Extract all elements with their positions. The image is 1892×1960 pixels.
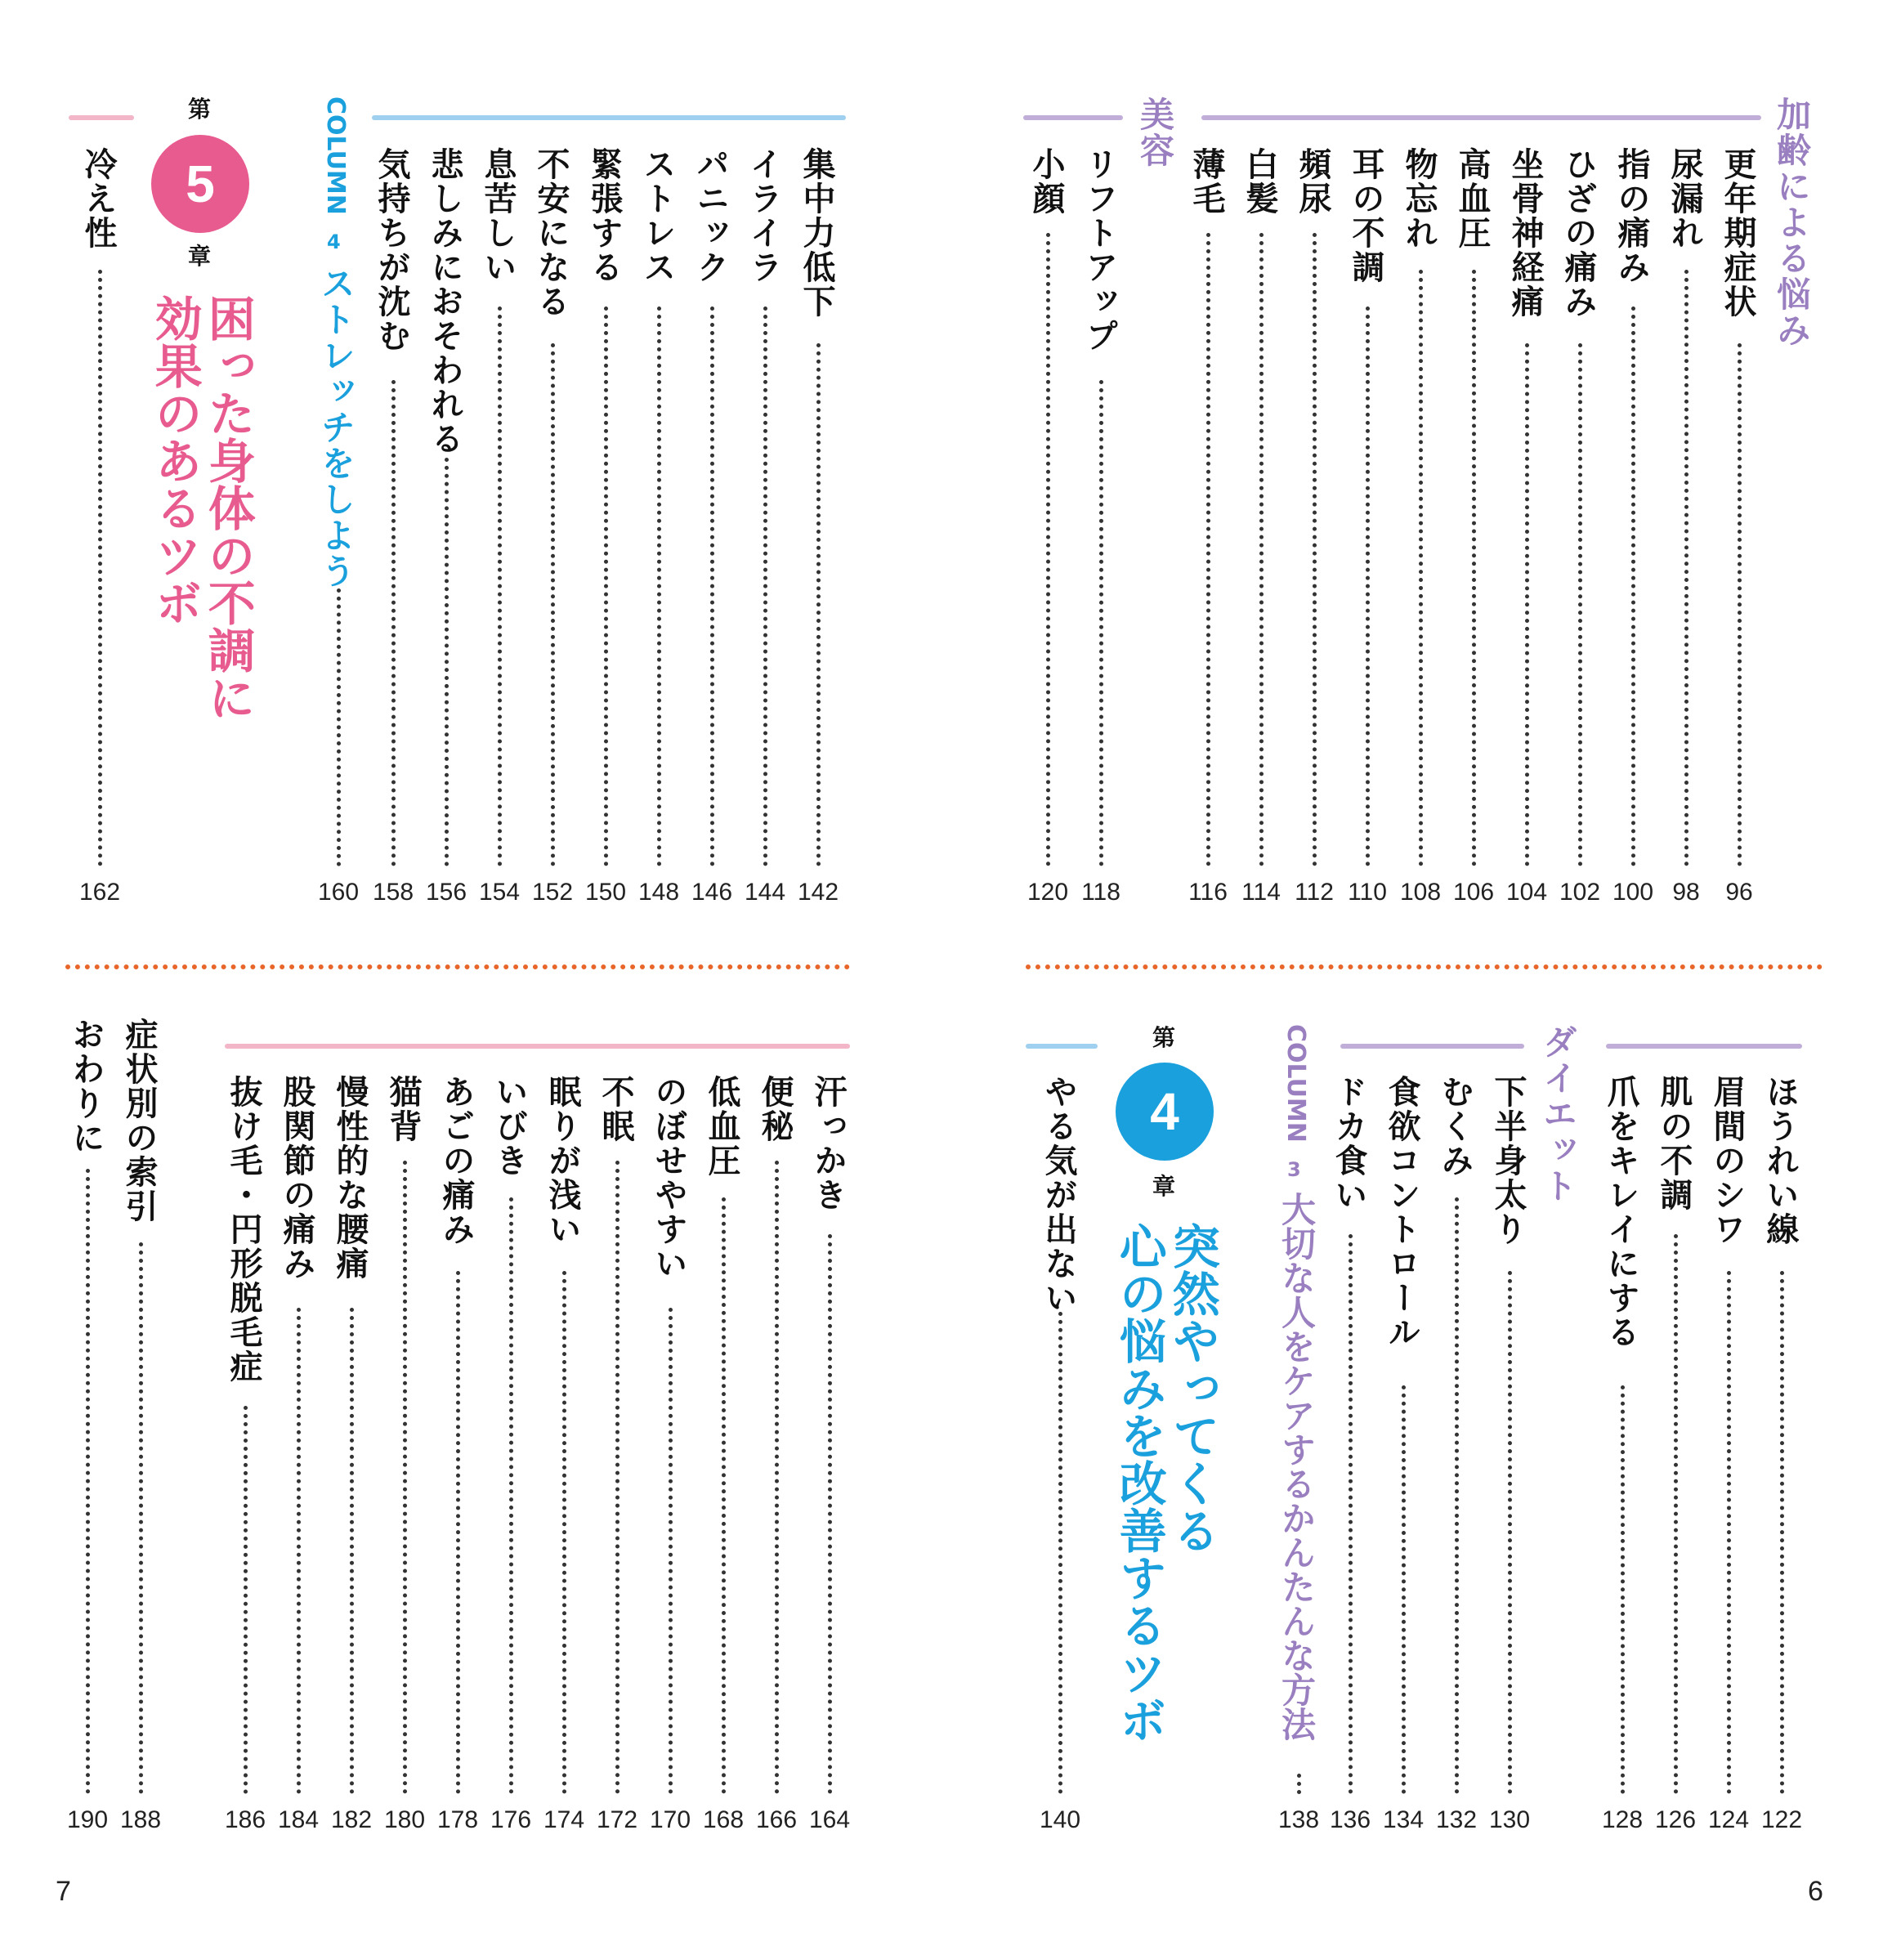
column-word: COLUMN <box>321 96 350 215</box>
toc-item[interactable]: ストレス <box>638 147 676 284</box>
page-number: 186 <box>224 1806 266 1833</box>
header-line-chapter5 <box>69 115 134 120</box>
page-number: 124 <box>1707 1806 1750 1833</box>
page-number: 104 <box>1505 879 1548 906</box>
page-number: 160 <box>317 879 360 906</box>
toc-item[interactable]: 頻尿 <box>1294 147 1331 216</box>
page-number: 140 <box>1039 1806 1081 1833</box>
column-label <box>1283 1024 1308 1143</box>
page-number: 184 <box>277 1806 320 1833</box>
section-header-aging: 加齢による悩み <box>1772 96 1812 348</box>
page-number: 112 <box>1295 879 1334 906</box>
page-number-left: 7 <box>56 1876 71 1907</box>
page-number: 176 <box>490 1806 532 1833</box>
page-number: 138 <box>1277 1806 1320 1833</box>
page-number: 100 <box>1612 879 1654 906</box>
column-title[interactable]: ストレッチをしよう <box>316 266 356 589</box>
toc-item[interactable]: 指の痛み <box>1612 147 1650 284</box>
toc-item[interactable]: 眠りが浅い <box>543 1075 581 1246</box>
toc-item[interactable]: 物忘れ <box>1400 147 1438 250</box>
header-line <box>372 115 846 120</box>
toc-item[interactable]: いびき <box>490 1075 528 1178</box>
toc-item[interactable]: 小顔 <box>1027 147 1065 216</box>
toc-item[interactable]: 便秘 <box>756 1075 794 1143</box>
page-number: 172 <box>596 1806 638 1833</box>
toc-item[interactable]: 低血圧 <box>703 1075 740 1178</box>
toc-item[interactable]: リフトアップ <box>1080 147 1118 353</box>
page-number: 116 <box>1188 879 1228 906</box>
toc-item[interactable]: のぼせやすい <box>650 1075 687 1281</box>
section-header-beauty: 美容 <box>1135 96 1175 168</box>
toc-item[interactable]: パニック <box>691 147 729 284</box>
page-number: 110 <box>1348 879 1387 906</box>
page-number: 128 <box>1601 1806 1644 1833</box>
toc-item[interactable]: ほうれい線 <box>1761 1075 1799 1246</box>
toc-item[interactable]: 更年期症状 <box>1719 147 1756 319</box>
page-number: 122 <box>1760 1806 1803 1833</box>
page-number: 156 <box>425 879 467 906</box>
header-line <box>225 1044 850 1049</box>
separator-left <box>65 964 850 969</box>
page-number: 182 <box>330 1806 373 1833</box>
toc-item[interactable]: 息苦しい <box>479 147 517 284</box>
page-number: 144 <box>744 879 786 906</box>
column-title[interactable]: 大切な人をケアするかんたんな方法 <box>1277 1192 1317 1741</box>
page-number: 166 <box>755 1806 798 1833</box>
toc-item[interactable]: 耳の不調 <box>1347 147 1384 284</box>
toc-item[interactable]: 悲しみにおそわれる <box>426 147 463 456</box>
toc-item[interactable]: 下半身太り <box>1489 1075 1527 1246</box>
page-number: 188 <box>119 1806 162 1833</box>
toc-item[interactable]: あごの痛み <box>437 1075 475 1246</box>
section-header-diet: ダイエット <box>1538 1024 1578 1204</box>
toc-item[interactable]: 不眠 <box>597 1075 634 1143</box>
toc-item[interactable]: 肌の不調 <box>1655 1075 1693 1212</box>
chapter-dai: 第 <box>1152 1024 1175 1051</box>
page-number: 126 <box>1654 1806 1697 1833</box>
chapter-sho: 章 <box>187 243 211 270</box>
page-number: 106 <box>1452 879 1495 906</box>
toc-item[interactable]: 眉間のシワ <box>1708 1075 1746 1246</box>
toc-item[interactable]: ドカ食い <box>1330 1075 1367 1212</box>
page-number: 120 <box>1027 879 1069 906</box>
toc-item[interactable]: 緊張する <box>585 147 623 284</box>
toc-item-index[interactable]: 症状別の索引 <box>120 1018 158 1224</box>
page-number: 102 <box>1559 879 1601 906</box>
toc-item[interactable]: むくみ <box>1436 1075 1474 1178</box>
column-number: 3 <box>1287 1158 1301 1181</box>
page-number: 190 <box>66 1806 109 1833</box>
toc-item[interactable]: ひざの痛み <box>1559 147 1597 319</box>
toc-item[interactable]: 食欲コントロール <box>1383 1075 1420 1349</box>
page-number: 118 <box>1081 879 1120 906</box>
toc-item[interactable]: イライラ <box>745 147 782 284</box>
chapter-dai: 第 <box>187 96 211 123</box>
page-number: 150 <box>584 879 627 906</box>
chapter-sho: 章 <box>1152 1173 1175 1200</box>
page-number: 142 <box>797 879 839 906</box>
page-number: 152 <box>531 879 574 906</box>
page-number: 114 <box>1241 879 1281 906</box>
toc-item[interactable]: 爪をキレイにする <box>1602 1075 1639 1349</box>
toc-item[interactable]: 高血圧 <box>1453 147 1491 250</box>
column-label <box>321 96 350 215</box>
toc-item[interactable]: 猫背 <box>384 1075 422 1143</box>
column-number: 4 <box>327 230 341 253</box>
page-number: 96 <box>1725 879 1753 906</box>
toc-item[interactable]: やる気が出ない <box>1040 1075 1077 1315</box>
page-number: 134 <box>1382 1806 1425 1833</box>
header-line <box>1606 1044 1802 1049</box>
page-number: 108 <box>1399 879 1442 906</box>
header-line-aging <box>1201 115 1761 120</box>
page-number: 132 <box>1435 1806 1478 1833</box>
toc-item[interactable]: 白髪 <box>1241 147 1278 216</box>
page-number: 174 <box>543 1806 585 1833</box>
page-number: 136 <box>1329 1806 1371 1833</box>
page-number: 178 <box>436 1806 479 1833</box>
toc-item[interactable]: 尿漏れ <box>1666 147 1703 250</box>
toc-item[interactable]: 薄毛 <box>1188 147 1225 216</box>
page-number-right: 6 <box>1808 1876 1823 1907</box>
page-number: 148 <box>637 879 680 906</box>
column-word: COLUMN <box>1281 1024 1310 1143</box>
toc-item[interactable]: 気持ちが沈む <box>373 147 410 353</box>
page-number: 154 <box>478 879 521 906</box>
page-number: 146 <box>691 879 733 906</box>
chapter-title-line2[interactable]: 心の悩みを改善するツボ <box>1111 1222 1167 1743</box>
toc-item[interactable]: 抜け毛・円形脱毛症 <box>225 1075 262 1384</box>
chapter-title-line1[interactable]: 突然やってくる <box>1164 1222 1220 1554</box>
toc-item[interactable]: 不安になる <box>532 147 570 319</box>
page-number: 158 <box>372 879 414 906</box>
separator-right <box>1026 964 1823 969</box>
toc-item[interactable]: 坐骨神経痛 <box>1506 147 1544 319</box>
page-number: 98 <box>1672 879 1700 906</box>
chapter-number-badge: 4 <box>1116 1063 1214 1161</box>
chapter-title-line1[interactable]: 困った身体の不調に <box>199 294 256 721</box>
toc-item-afterword[interactable]: おわりに <box>67 1018 105 1155</box>
header-line-beauty <box>1023 115 1123 120</box>
toc-item[interactable]: 股関節の痛み <box>278 1075 315 1281</box>
toc-item[interactable]: 集中力低下 <box>798 147 835 319</box>
page-number: 168 <box>702 1806 745 1833</box>
page-number: 170 <box>649 1806 691 1833</box>
chapter-title-line2[interactable]: 効果のあるツボ <box>146 294 203 626</box>
header-line-diet <box>1340 1044 1524 1049</box>
page-number: 162 <box>78 879 121 906</box>
toc-item[interactable]: 汗っかき <box>809 1075 847 1212</box>
toc-item[interactable]: 慢性的な腰痛 <box>331 1075 369 1281</box>
toc-item[interactable]: 冷え性 <box>79 147 117 250</box>
page-number: 130 <box>1488 1806 1531 1833</box>
page-number: 164 <box>808 1806 851 1833</box>
page-number: 180 <box>383 1806 426 1833</box>
header-line-chapter4 <box>1026 1044 1098 1049</box>
chapter-number-badge: 5 <box>151 135 249 233</box>
